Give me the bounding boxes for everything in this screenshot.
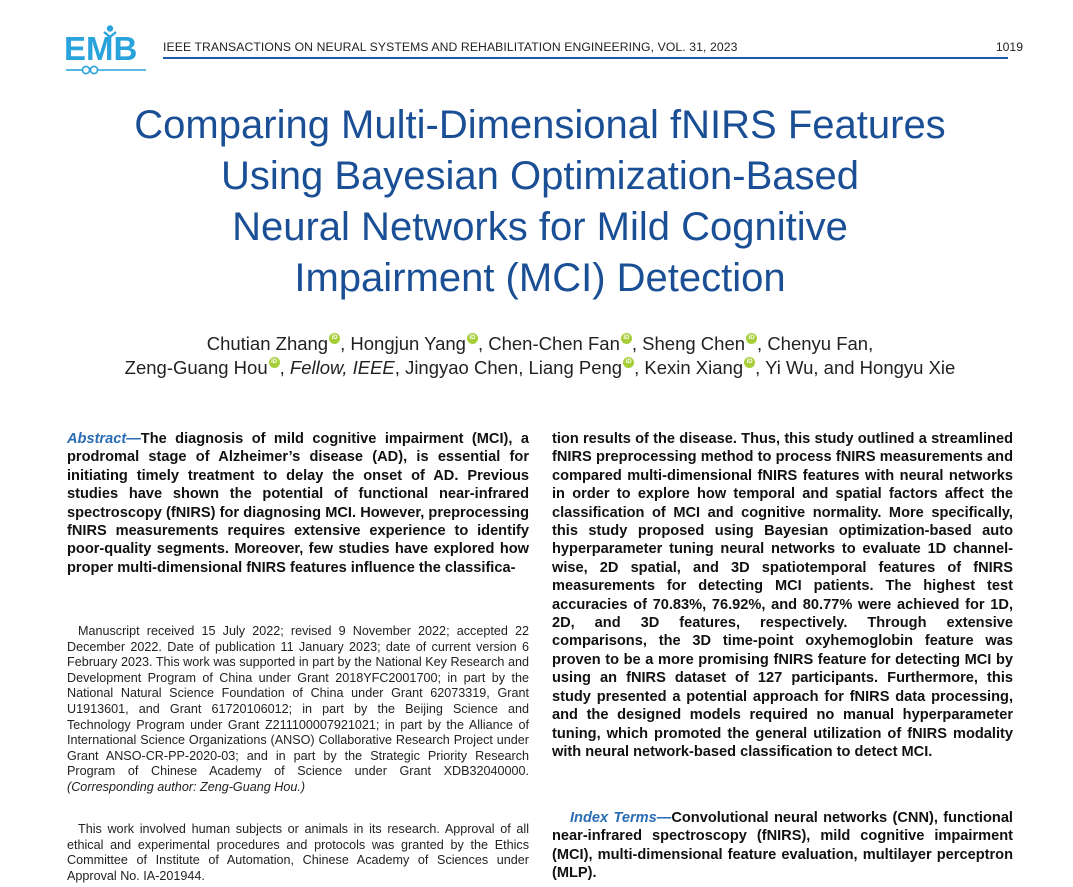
author-separator: , <box>631 333 643 354</box>
header-rule <box>163 57 1008 59</box>
abstract-right-column <box>552 430 1013 761</box>
orcid-icon[interactable] <box>329 333 340 344</box>
author-separator: , <box>634 357 645 378</box>
author-separator: , <box>279 357 290 378</box>
author-separator: , <box>477 333 489 354</box>
ethics-text: This work involved human subjects or animals in its research. Approval of all ethical and experimental procedures and protocols was granted by the Ethics Committee of Institute of Automation, Chinese Academy of Sciences under Approval No. IA-201944. <box>67 822 529 883</box>
journal-name: IEEE TRANSACTIONS ON NEURAL SYSTEMS AND REHABILITATION ENGINEERING, VOL. 31, 2023 <box>163 40 738 54</box>
author-name: Jingyao Chen, <box>405 357 524 378</box>
title-line-1: Comparing Multi-Dimensional fNIRS Features <box>134 103 946 147</box>
abstract-label: Abstract— <box>67 431 141 447</box>
title-line-2: Using Bayesian Optimization-Based <box>220 154 860 198</box>
author-name: Yi Wu, and Hongyu Xie <box>765 357 956 378</box>
author-name: Chen-Chen Fan <box>488 333 620 354</box>
fellow-title: Fellow, IEEE <box>289 357 395 378</box>
orcid-icon[interactable] <box>746 333 757 344</box>
author-separator: , <box>340 333 351 354</box>
author-list <box>40 332 1040 380</box>
orcid-icon[interactable] <box>621 333 632 344</box>
orcid-icon[interactable] <box>744 357 755 368</box>
corresponding-author: (Corresponding author: Zeng-Guang Hou.) <box>67 779 306 794</box>
orcid-icon[interactable] <box>623 357 634 368</box>
ethics-footnote <box>67 822 529 884</box>
author-name: Chutian Zhang <box>206 333 329 354</box>
svg-text:EMB: EMB <box>64 30 138 67</box>
orcid-icon[interactable] <box>467 333 478 344</box>
abstract-text-part-2: tion results of the disease. Thus, this study outlined a streamlined fNIRS preprocessing method to process fNIRS measurements and compared multi-dimensional fNIRS features with neural networks in order to explore how temporal and spatial factors affect the classification of MCI and cognitive normality. More specifically, this study proposed using Bayesian optimization-based auto hyperparameter tuning neural networks to evaluate 1D channel-wise, 2D spatial, and 3D spatiotemporal features of fNIRS measurements for detecting MCI patients. The highest test accuracies of 70.83%, 76.92%, and 80.77% were achieved for 1D, 2D, and 3D features, respectively. Through extensive comparisons, the 3D time-point oxyhemoglobin feature was proven to be a more promising fNIRS feature for detecting MCI by using an fNIRS dataset of 127 participants. Furthermore, this study presented a potential approach for fNIRS data processing, and the designed models required no manual hyperparameter tuning, which promoted the general utilization of fNIRS modality with neural network-based classification to detect MCI. <box>552 431 1013 760</box>
author-name: Zeng-Guang Hou <box>124 357 268 378</box>
index-terms <box>552 809 1013 883</box>
author-name: Hongjun Yang <box>350 333 466 354</box>
paper-title <box>40 100 1040 304</box>
author-name: Chenyu Fan, <box>767 333 874 354</box>
author-separator: , <box>757 333 768 354</box>
author-line-1 <box>40 332 1040 356</box>
abstract-left-column <box>67 430 529 577</box>
index-terms-text: Convolutional neural networks (CNN), functional near-infrared spectroscopy (fNIRS), mild cognitive impairment (MCI), multi-dimensional feature evaluation, multilayer perceptron (MLP). <box>552 810 1013 882</box>
author-separator: , <box>755 357 766 378</box>
author-line-2 <box>40 356 1040 380</box>
manuscript-footnote <box>67 624 529 796</box>
author-name: Sheng Chen <box>642 333 746 354</box>
author-separator: , <box>394 357 406 378</box>
orcid-icon[interactable] <box>269 357 280 368</box>
title-line-3: Neural Networks for Mild Cognitive <box>232 205 848 249</box>
abstract-text-part-1: The diagnosis of mild cognitive impairment (MCI), a prodromal stage of Alzheimer’s disease (AD), is essential for initiating timely treatment to delay the onset of AD. Previous studies have shown the potential of functional near-infrared spectroscopy (fNIRS) for diagnosing MCI. However, preprocessing fNIRS measurements requires extensive experience to identify poor-quality segments. Moreover, few studies have explored how proper multi-dimensional fNIRS features influence the classifica- <box>67 431 529 576</box>
manuscript-text: Manuscript received 15 July 2022; revised 9 November 2022; accepted 22 December 2022. Date of publication 11 January 2023; date of current version 6 February 2023. This work was supported in part by the National Key Research and Development Program of China under Grant 2018YFC2001700; in part by the National Natural Science Foundation of China under Grant 62073319, Grant U1913601, and Grant 61720106012; in part by the Beijing Science and Technology Program under Grant Z211100007921021; in part by the Alliance of International Science Organizations (ANSO) Collaborative Research Project under Grant ANSO-CR-PP-2020-03; and in part by the Strategic Priority Research Program of Chinese Academy of Science under Grant XDB32040000. <box>67 624 529 779</box>
author-name: Liang Peng <box>528 357 623 378</box>
author-name: Kexin Xiang <box>644 357 744 378</box>
title-line-4: Impairment (MCI) Detection <box>294 256 786 300</box>
index-terms-label: Index Terms— <box>570 810 672 826</box>
emb-logo <box>64 24 148 78</box>
page-number: 1019 <box>995 40 1023 54</box>
